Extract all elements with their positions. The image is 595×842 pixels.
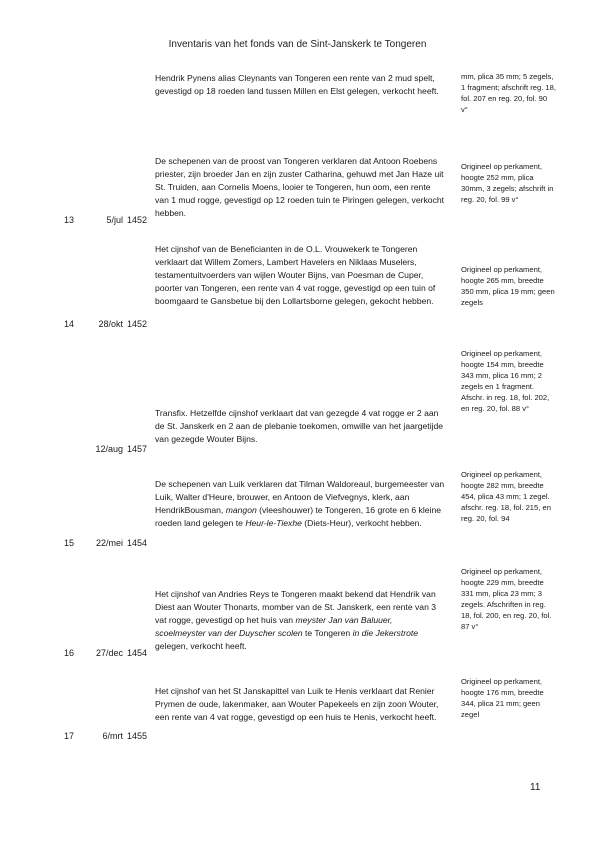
text-segment: (vleeshouwer) te Tongeren, 16 grote en 6 kleine roeden land gelegen te bbox=[155, 505, 442, 529]
text-segment: (Diets-Heur), verkocht hebben. bbox=[301, 518, 422, 529]
entry-year: 1454 bbox=[127, 538, 148, 548]
entry-number: 13 bbox=[64, 215, 75, 225]
entry-description bbox=[155, 478, 445, 530]
entry-description: Het cijnshof van het St Janskapittel van Luik te Henis verklaart dat Renier Prymen de oude, lakenmaker, aan Wouter Papekeels en zijn zoon Wouter, een rente van 4 vat rogge, gevestigd op een huis te Henis, verkocht heeft. bbox=[155, 686, 439, 723]
entry-year: 1454 bbox=[127, 648, 148, 658]
entry-archive-info: mm, plica 35 mm; 5 zegels, 1 fragment; afschrift reg. 18, fol. 207 en reg. 20, fol. 90 v° bbox=[461, 72, 556, 114]
text-segment: De schepenen van Luik verklaren dat Tilman Waldoreaul, burgemeester van Luik, Walter d'Heure, brouwer, en Antoon de Viefvegnys, klerk, aan HendrikBousman, bbox=[155, 479, 445, 516]
entry-archive-info: Origineel op perkament, hoogte 265 mm, breedte 350 mm, plica 19 mm; geen zegels bbox=[461, 265, 555, 307]
entry-description: Transfix. Hetzelfde cijnshof verklaart dat van gezegde 4 vat rogge er 2 aan de St. Janskerk en 2 aan de plebanie toekomen, omwille van het jaargetijde van gezegde Wouter Bijns. bbox=[155, 408, 444, 445]
text-segment: gelegen, verkocht heeft. bbox=[155, 641, 247, 652]
entry-archive-info: Origineel op perkament, hoogte 252 mm, plica 30mm, 3 zegels; afschrift in reg. 20, fol. 99 v° bbox=[461, 162, 554, 204]
entry-date: 5/jul bbox=[106, 215, 123, 225]
entry-description: Hendrik Pynens alias Cleynants van Tongeren een rente van 2 mud spelt, gevestigd op 18 roeden land tussen Millen en Elst gelegen, verkocht heeft. bbox=[155, 73, 439, 97]
text-segment: te Tongeren bbox=[302, 628, 353, 639]
entry-number: 15 bbox=[64, 538, 75, 548]
italic-text-segment: meyster Jan van Baluuer, scoelmeyster van der Duyscher scolen bbox=[155, 615, 393, 639]
entry-archive-info: Origineel op perkament, hoogte 176 mm, breedte 344, plica 21 mm; geen zegel bbox=[461, 677, 544, 719]
entry-archive-info: Origineel op perkament, hoogte 229 mm, breedte 331 mm, plica 23 mm; 3 zegels. Afschriften in reg. 18, fol. 200, en reg. 20, fol. 87 v° bbox=[461, 567, 552, 631]
entry-date: 6/mrt bbox=[102, 731, 123, 741]
entry-number: 17 bbox=[64, 731, 75, 741]
entry-year: 1452 bbox=[127, 319, 148, 329]
page-header-title: Inventaris van het fonds van de Sint-Janskerk te Tongeren bbox=[168, 39, 427, 50]
entry-number: 14 bbox=[64, 319, 75, 329]
page-number: 11 bbox=[530, 782, 541, 793]
entry-date: 27/dec bbox=[95, 648, 123, 658]
entry-description bbox=[155, 588, 445, 653]
entry-archive-info: Origineel op perkament, hoogte 282 mm, breedte 454, plica 43 mm; 1 zegel. afschr. reg. 18, fol. 215, en reg. 20, fol. 94 bbox=[461, 470, 551, 523]
entry-number: 16 bbox=[64, 648, 75, 658]
entry-date: 28/okt bbox=[98, 319, 123, 329]
entry-date: 22/mei bbox=[95, 538, 123, 548]
italic-text-segment: mangon bbox=[225, 505, 257, 516]
italic-text-segment: Heur-le-Tiexhe bbox=[245, 518, 302, 529]
entry-year: 1455 bbox=[127, 731, 148, 741]
entry-description-text bbox=[155, 478, 445, 530]
entry-description: Het cijnshof van de Beneficianten in de O.L. Vrouwekerk te Tongeren verklaart dat Willem Zomers, Lambert Havelers en Niklaas Muselers, testamentuitvoerders van wijlen Wouter Bijns, van Poesman de Cuper, poorter van Tongeren, een rente van 4 vat rogge, gevestigd op een tuin of boomgaard te Gansbetue bij den Lollartsborne gelegen, gekocht hebben. bbox=[155, 244, 436, 307]
entry-archive-info: Origineel op perkament, hoogte 154 mm, breedte 343 mm, plica 16 mm; 2 zegels en 1 fragment. Afschr. in reg. 18, fol. 202, en reg. 20, fol. 88 v° bbox=[461, 349, 550, 413]
italic-text-segment: in die Jekerstrote bbox=[352, 628, 419, 639]
entry-year: 1457 bbox=[127, 444, 148, 454]
entry-date: 12/aug bbox=[95, 444, 123, 454]
text-segment: Het cijnshof van Andries Reys te Tongeren maakt bekend dat Hendrik van Diest aan Wouter Thonarts, momber van de St. Janskerk, een rente van 3 vat rogge, gevestigd op het huis van bbox=[155, 589, 437, 626]
entry-year: 1452 bbox=[127, 215, 148, 225]
entry-description-text bbox=[155, 588, 445, 653]
entry-description: De schepenen van de proost van Tongeren verklaren dat Antoon Roebens priester, zijn broeder Jan en zijn zuster Catharina, gehuwd met Jan Haze uit St. Truiden, aan Cornelis Moens, looier te Tongeren, hun oom, een rente van 1 mud rogge, gevestigd op 12 roeden tuin te Piringen gelegen, verkocht hebben. bbox=[155, 156, 445, 219]
